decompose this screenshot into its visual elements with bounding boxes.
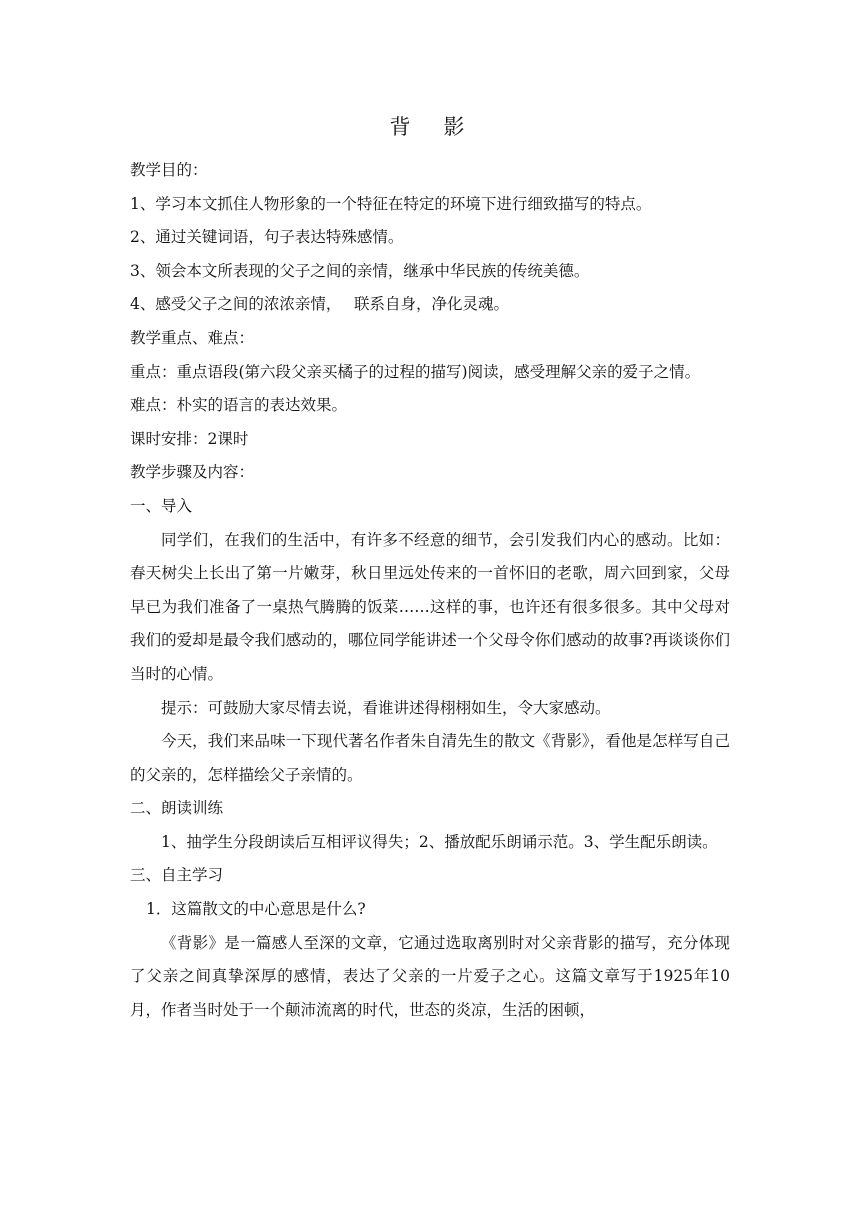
reading-paragraph: 1、抽学生分段朗读后互相评议得失；2、播放配乐朗诵示范。3、学生配乐朗读。 (161, 832, 718, 851)
objectives-heading: 教学目的： (130, 161, 208, 179)
intro-paragraph: 同学们，在我们的生活中，有许多不经意的细节，会引发我们内心的感动。比如：春天树尖上长出了第一片嫩芽，秋日里远处传来的一首怀旧的老歌，周六回到家，父母早已为我们准备了一桌热气腾腾的饭菜……这样的事，也许还有很多很多。其中父母对我们的爱却是最令我们感动的，哪位同学能讲述一个父母令你们感动的故事?再谈谈你们当时的心情。 (130, 530, 730, 683)
objective-item: 3、领会本文所表现的父子之间的亲情，继承中华民族的传统美德。 (130, 261, 590, 280)
keypoints-heading: 教学重点、难点： (130, 328, 255, 347)
keypoint-text: 重点：重点语段(第六段父亲买橘子的过程的描写)阅读，感受理解父亲的爱子之情。 (130, 362, 701, 381)
section-heading-intro: 一、导入 (130, 496, 193, 515)
steps-heading: 教学步骤及内容： (130, 463, 255, 482)
objective-item: 2、通过关键词语，句子表达特殊感情。 (130, 228, 404, 247)
section-heading-reading: 二、朗读训练 (130, 799, 224, 818)
section-heading-self-study: 三、自主学习 (130, 866, 224, 885)
difficulty-text: 难点：朴实的语言的表达效果。 (130, 396, 348, 415)
question-1: 1．这篇散文的中心意思是什么? (146, 900, 366, 919)
document-page (130, 112, 730, 1027)
schedule-text: 课时安排：2课时 (130, 429, 249, 448)
objective-item: 1、学习本文抓住人物形象的一个特征在特定的环境下进行细致描写的特点。 (130, 194, 652, 213)
objective-item: 4、感受父子之间的浓浓亲情， 联系自身，净化灵魂。 (130, 295, 510, 314)
document-title: 背 影 (389, 115, 471, 139)
answer-1: 《背影》是一篇感人至深的文章，它通过选取离别时对父亲背影的描写，充分体现了父亲之间真挚深厚的感情，表达了父亲的一片爱子之心。这篇文章写于1925年10月，作者当时处于一个颠沛流离的时代，世态的炎凉，生活的困顿， (130, 933, 730, 1019)
intro-paragraph-2: 今天，我们来品味一下现代著名作者朱自清先生的散文《背影》，看他是怎样写自己的父亲的，怎样描绘父子亲情的。 (130, 732, 730, 784)
intro-hint: 提示：可鼓励大家尽情去说，看谁讲述得栩栩如生，令大家感动。 (161, 698, 611, 717)
